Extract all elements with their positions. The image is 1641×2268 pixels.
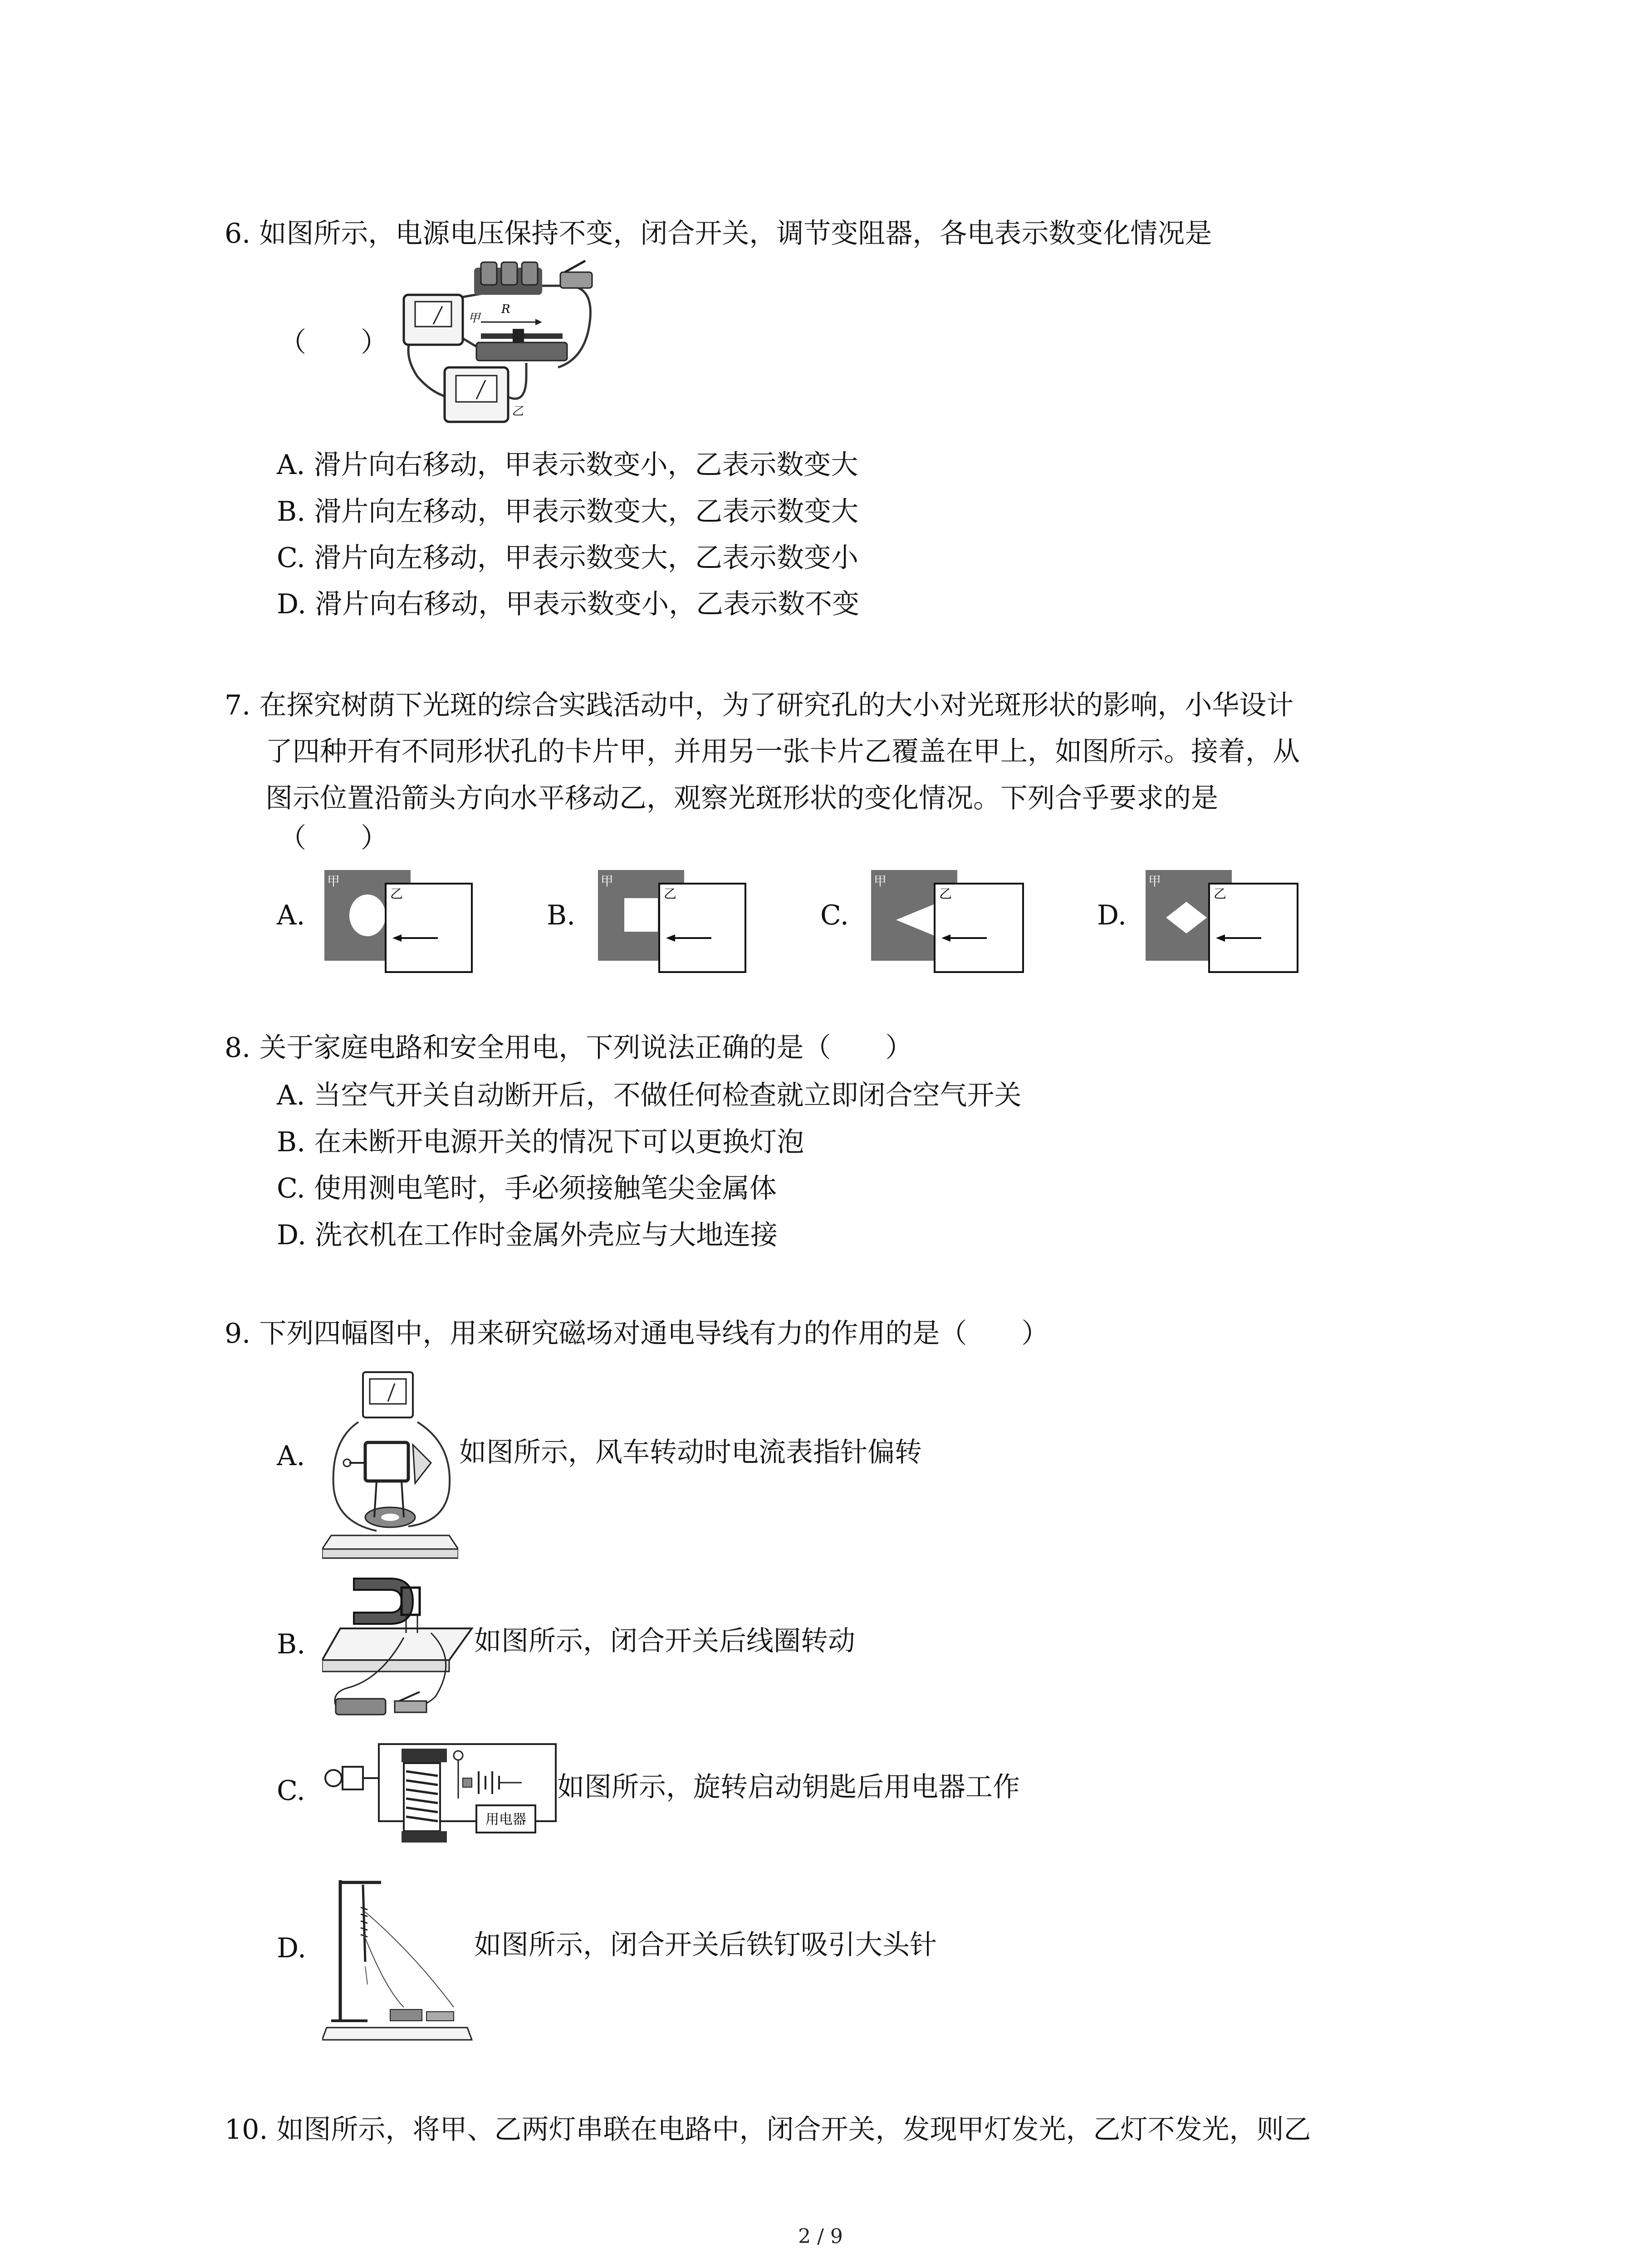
q9-option-c-text: 如图所示，旋转启动钥匙后用电器工作: [557, 1771, 1020, 1803]
q6-circuit-figure: [390, 259, 608, 431]
q6-label-r: R: [501, 303, 510, 316]
q7-stem-line1: 7. 在探究树荫下光斑的综合实践活动中，为了研究孔的大小对光斑形状的影响，小华设计: [225, 689, 1294, 721]
q6-label-jia: 甲: [468, 312, 480, 325]
q7-b-label-jia: 甲: [601, 874, 614, 889]
q7-choice-c-letter: C.: [820, 899, 849, 931]
q6-option-b: B. 滑片向左移动，甲表示数变大，乙表示数变大: [277, 496, 859, 528]
q9-option-b-figure: [322, 1569, 476, 1724]
q7-choice-b-figure: [598, 870, 748, 974]
square-hole-icon: [624, 898, 658, 932]
q9-option-a-text: 如图所示，风车转动时电流表指针偏转: [459, 1437, 922, 1468]
q7-choice-d-letter: D.: [1097, 899, 1127, 931]
q7-choice-d-figure: [1146, 870, 1300, 974]
q9-option-d-letter: D.: [277, 1932, 307, 1964]
q9-stem: 9. 下列四幅图中，用来研究磁场对通电导线有力的作用的是（ ）: [225, 1318, 1049, 1349]
q8-option-c: C. 使用测电笔时，手必须接触笔尖金属体: [277, 1173, 777, 1204]
circle-hole-icon: [349, 894, 386, 936]
q7-c-label-jia: 甲: [874, 874, 887, 889]
q10-stem: 10. 如图所示，将甲、乙两灯串联在电路中，闭合开关，发现甲灯发光，乙灯不发光，则乙: [225, 2114, 1311, 2146]
q7-choice-c-figure: [871, 870, 1025, 974]
q9-option-b-text: 如图所示，闭合开关后线圈转动: [474, 1625, 855, 1657]
q7-d-label-yi: 乙: [1214, 886, 1227, 901]
q7-d-label-jia: 甲: [1148, 874, 1161, 889]
q6-answer-paren: （ ）: [279, 327, 388, 358]
q7-choice-a-letter: A.: [277, 899, 305, 931]
q7-a-label-jia: 甲: [327, 874, 340, 889]
q8-option-d: D. 洗衣机在工作时金属外壳应与大地连接: [277, 1219, 778, 1251]
q7-answer-paren: （ ）: [279, 822, 388, 854]
q9-option-d-figure: [322, 1871, 476, 2043]
q7-a-label-yi: 乙: [390, 886, 403, 901]
q7-choice-b-letter: B.: [547, 899, 576, 931]
q6-stem: 6. 如图所示，电源电压保持不变，闭合开关，调节变阻器，各电表示数变化情况是: [225, 218, 1212, 249]
q7-b-label-yi: 乙: [664, 886, 677, 901]
page-number: 2 / 9: [798, 2225, 843, 2248]
q9-option-a-figure: [322, 1368, 458, 1567]
q9-option-b-letter: B.: [277, 1628, 306, 1660]
q8-option-b: B. 在未断开电源开关的情况下可以更换灯泡: [277, 1126, 804, 1158]
q7-c-label-yi: 乙: [939, 886, 952, 901]
q7-stem-line3: 图示位置沿箭头方向水平移动乙，观察光斑形状的变化情况。下列合乎要求的是: [265, 782, 1218, 814]
q6-option-c: C. 滑片向左移动，甲表示数变大，乙表示数变小: [277, 542, 858, 574]
q9-c-device-label: 用电器: [485, 1812, 526, 1828]
q6-option-d: D. 滑片向右移动，甲表示数变小，乙表示数不变: [277, 588, 860, 620]
q6-label-yi: 乙: [512, 405, 524, 418]
q8-stem: 8. 关于家庭电路和安全用电，下列说法正确的是（ ）: [225, 1032, 913, 1064]
q7-choice-a-figure: [324, 870, 474, 974]
q9-option-d-text: 如图所示，闭合开关后铁钉吸引大头针: [474, 1929, 937, 1961]
q9-option-a-letter: A.: [277, 1440, 305, 1472]
q7-stem-line2: 了四种开有不同形状孔的卡片甲，并用另一张卡片乙覆盖在甲上，如图所示。接着，从: [265, 736, 1300, 767]
q9-option-c-figure: [322, 1730, 558, 1848]
q8-option-a: A. 当空气开关自动断开后，不做任何检查就立即闭合空气开关: [277, 1080, 1022, 1111]
q6-option-a: A. 滑片向右移动，甲表示数变小，乙表示数变大: [277, 449, 858, 481]
q9-option-c-letter: C.: [277, 1775, 305, 1807]
